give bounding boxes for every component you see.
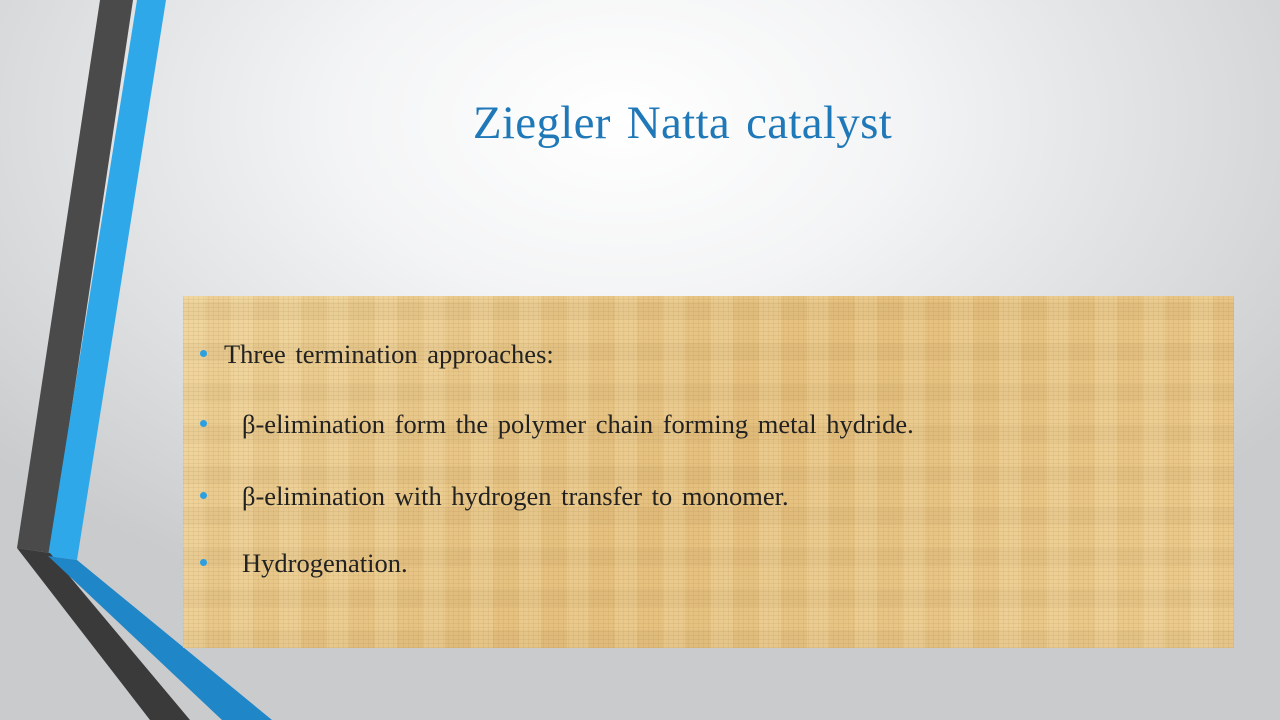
bullet-item [183,480,1223,520]
slide-title: Ziegler Natta catalyst [472,97,893,149]
bullet-text: β-elimination with hydrogen transfer to monomer. [242,481,789,511]
bullet-dot-icon [200,350,207,357]
bullet-item [183,338,1223,378]
bullet-item [183,408,1223,448]
bullet-item [183,547,1223,587]
content-box [183,296,1234,648]
bullet-text: β-elimination form the polymer chain forming metal hydride. [242,409,914,439]
bullet-dot-icon [200,492,207,499]
bullet-text: Hydrogenation. [242,548,408,578]
bullet-dot-icon [200,559,207,566]
bullet-dot-icon [200,420,207,427]
bullet-text: Three termination approaches: [224,339,554,369]
